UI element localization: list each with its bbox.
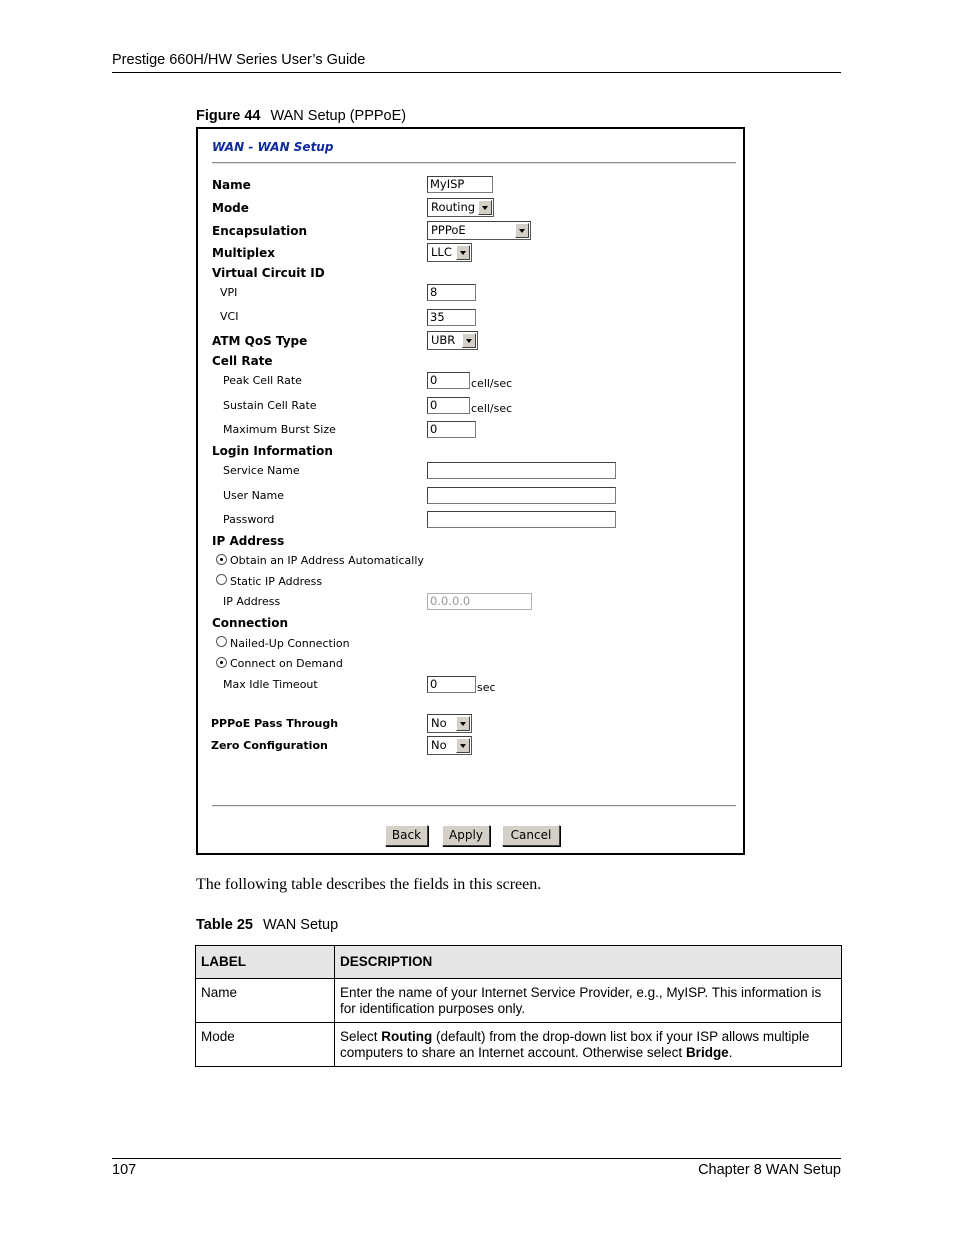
ip-auto-radio[interactable] (216, 554, 227, 565)
ip-static-radio[interactable] (216, 574, 227, 585)
screen-title: WAN - WAN Setup (212, 140, 334, 154)
desc-bold-bridge: Bridge (685, 1045, 729, 1060)
nailed-up-radio[interactable] (216, 636, 227, 647)
sustain-cell-rate-label: Sustain Cell Rate (223, 399, 317, 412)
column-header-label: LABEL (196, 946, 335, 979)
ip-address-section-label: IP Address (212, 534, 285, 548)
row-description (335, 1023, 842, 1067)
peak-cell-rate-label: Peak Cell Rate (223, 374, 302, 387)
vpi-input[interactable]: 8 (427, 284, 476, 301)
sustain-cell-rate-unit: cell/sec (471, 402, 513, 415)
encapsulation-select[interactable] (427, 221, 531, 240)
connect-on-demand-label: Connect on Demand (230, 657, 343, 670)
name-label: Name (212, 178, 251, 192)
desc-text: . (728, 1045, 733, 1060)
footer-rule (112, 1158, 841, 1159)
peak-cell-rate-unit: cell/sec (471, 377, 513, 390)
desc-text: (default) from the drop-down list box if your ISP allows multiple computers to share an Internet account. Otherwise select (340, 1029, 810, 1060)
chapter-title: Chapter 8 WAN Setup (698, 1162, 841, 1178)
chevron-down-icon (478, 200, 492, 215)
connection-label: Connection (212, 616, 289, 630)
vci-input[interactable]: 35 (427, 309, 476, 326)
desc-text: Select (340, 1029, 382, 1044)
virtual-circuit-label: Virtual Circuit ID (212, 266, 325, 280)
service-name-input[interactable] (427, 462, 616, 479)
user-name-label: User Name (223, 489, 285, 502)
row-description: Enter the name of your Internet Service Provider, e.g., MyISP. This information is for identification purposes only. (335, 979, 842, 1023)
user-name-input[interactable] (427, 487, 616, 504)
zero-configuration-value: No (431, 738, 447, 752)
sustain-cell-rate-input[interactable]: 0 (427, 397, 470, 414)
chevron-down-icon (462, 333, 476, 348)
row-label: Name (196, 979, 335, 1023)
ip-auto-label: Obtain an IP Address Automatically (230, 554, 424, 567)
ip-address-input[interactable]: 0.0.0.0 (427, 593, 532, 610)
name-input[interactable]: MyISP (427, 176, 493, 193)
peak-cell-rate-input[interactable]: 0 (427, 372, 470, 389)
max-idle-timeout-unit: sec (477, 681, 496, 694)
bottom-divider (212, 805, 736, 807)
service-name-label: Service Name (223, 464, 300, 477)
multiplex-label: Multiplex (212, 246, 276, 260)
mode-value: Routing (431, 200, 476, 214)
wan-setup-table (195, 945, 842, 1067)
table-row (196, 1023, 842, 1067)
chevron-down-icon (456, 738, 470, 753)
page-number: 107 (112, 1162, 137, 1178)
cancel-button[interactable]: Cancel (502, 825, 560, 846)
password-label: Password (223, 513, 275, 526)
header-rule (112, 72, 841, 73)
table-label: Table 25 (196, 917, 253, 933)
atm-qos-value: UBR (431, 333, 456, 347)
vpi-label: VPI (220, 286, 238, 299)
multiplex-select[interactable] (427, 243, 472, 262)
figure-label: Figure 44 (196, 108, 261, 124)
max-burst-size-input[interactable]: 0 (427, 421, 476, 438)
desc-bold-routing: Routing (381, 1029, 433, 1044)
table-header-row (196, 946, 842, 979)
max-idle-timeout-input[interactable]: 0 (427, 676, 476, 693)
pppoe-pass-through-value: No (431, 716, 447, 730)
chevron-down-icon (456, 245, 470, 260)
intro-paragraph: The following table describes the fields in this screen. (196, 876, 542, 893)
running-header: Prestige 660H/HW Series User’s Guide (112, 52, 366, 68)
max-idle-timeout-label: Max Idle Timeout (223, 678, 318, 691)
nailed-up-label: Nailed-Up Connection (230, 637, 350, 650)
table-row (196, 979, 842, 1023)
zero-configuration-label: Zero Configuration (211, 739, 328, 752)
apply-button[interactable]: Apply (442, 825, 490, 846)
ip-static-label: Static IP Address (230, 575, 323, 588)
encapsulation-label: Encapsulation (212, 224, 308, 238)
pppoe-pass-through-label: PPPoE Pass Through (211, 717, 339, 730)
vci-label: VCI (220, 310, 239, 323)
table-title: WAN Setup (262, 917, 339, 933)
ip-address-label: IP Address (223, 595, 281, 608)
row-label: Mode (196, 1023, 335, 1067)
column-header-description: DESCRIPTION (335, 946, 842, 979)
multiplex-value: LLC (431, 245, 452, 259)
zero-configuration-select[interactable] (427, 736, 472, 755)
top-divider (212, 162, 736, 164)
encapsulation-value: PPPoE (431, 223, 466, 237)
atm-qos-label: ATM QoS Type (212, 334, 308, 348)
login-info-label: Login Information (212, 444, 333, 458)
mode-label: Mode (212, 201, 249, 215)
cell-rate-label: Cell Rate (212, 354, 273, 368)
max-burst-size-label: Maximum Burst Size (223, 423, 336, 436)
wan-setup-screenshot (196, 127, 745, 855)
mode-select[interactable] (427, 198, 494, 217)
table-caption (196, 917, 338, 933)
chevron-down-icon (456, 716, 470, 731)
figure-title: WAN Setup (PPPoE) (270, 108, 407, 124)
figure-caption (196, 108, 406, 124)
connect-on-demand-radio[interactable] (216, 657, 227, 668)
atm-qos-select[interactable] (427, 331, 478, 350)
pppoe-pass-through-select[interactable] (427, 714, 472, 733)
password-input[interactable] (427, 511, 616, 528)
back-button[interactable]: Back (385, 825, 428, 846)
chevron-down-icon (515, 223, 529, 238)
